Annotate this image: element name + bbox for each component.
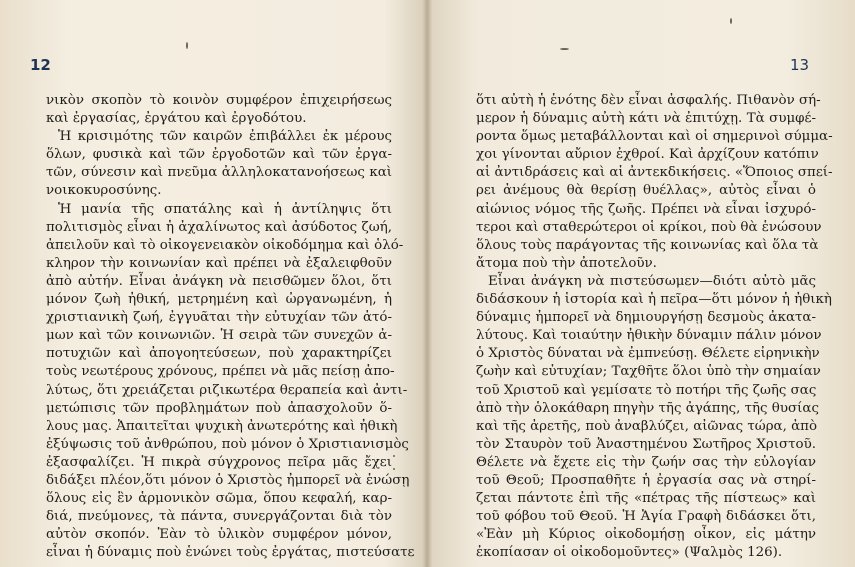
- text-line: διδάσκουν ἡ ἱστορία καὶ ἡ πεῖρα—ὅτι μόνον ἡ ἠθικὴ: [476, 292, 832, 308]
- text-line: ἐκοπίασαν οἱ οἰκοδομοῦντες» (Ψαλμὸς 126).: [476, 545, 783, 561]
- text-line: ρει ἀνέμους θὰ θερίσῃ θυέλλας», αὐτὸς εἶναι ὁ: [476, 183, 816, 199]
- text-line: ὁ Χριστὸς δύναται νὰ ἐμπνεύσῃ. Θέλετε εἰρηνικὴν: [476, 346, 820, 362]
- text-line: ἀπειλοῦν καὶ τὸ οἰκογενειακὸν οἰκοδόμημα καὶ ὁλό-: [46, 237, 404, 253]
- text-line: λύτους. Καὶ τοιαύτην ἠθικὴν δύναμιν πάλιν μόνον: [476, 328, 822, 344]
- text-line: Θέλετε νὰ ἔχετε εἰς τὴν ζωήν σας τὴν εὐλογίαν: [476, 454, 816, 470]
- text-line: τοῦ Θεοῦ; Προσπαθῆτε ἡ ἐργασία σας νὰ στηρί-: [476, 472, 816, 488]
- text-line: τὸν Σταυρὸν τοῦ Ἀναστημένου Σωτῆρος Χριστοῦ.: [476, 436, 816, 452]
- text-line: αἰώνιος νόμος τῆς ζωῆς. Πρέπει νὰ εἶναι ἰσχυρό-: [476, 201, 816, 217]
- text-line: τῶν, σύνεσιν καὶ πνεῦμα ἀλληλοκατανοήσεως καὶ: [46, 165, 392, 181]
- text-line: ὅλους εἰς ἓν ἁρμονικὸν σῶμα, ὅπου κεφαλή, καρ-: [46, 491, 392, 507]
- text-line: τοῦ Χριστοῦ καὶ γεμίσατε τὸ ποτήρι τῆς ζωῆς σας: [476, 382, 817, 398]
- text-line: τεροι καὶ σταθερώτεροι οἱ κρίκοι, ποὺ θὰ ἑνώσουν: [476, 219, 822, 235]
- right-page-text: [476, 92, 833, 562]
- page-number-left: 12: [30, 56, 51, 74]
- text-line: χριστιανικὴ ζωή, ἐγγυᾶται τὴν εὐτυχίαν τῶν ἀτό-: [46, 310, 392, 326]
- text-line: ὅλων, φυσικὰ καὶ τῶν ἐργοδοτῶν καὶ τῶν ἐργα-: [46, 147, 392, 163]
- text-line: ζεται πάντοτε ἐπὶ τῆς «πέτρας τῆς πίστεως» καὶ: [476, 491, 816, 507]
- text-line: ἄτομα ποὺ τὴν ἀποτελοῦν.: [476, 255, 657, 271]
- text-line: ροντα ὅμως μεταβάλλονται καὶ οἱ σημερινοὶ σύμμα-: [476, 129, 833, 145]
- text-line: «Ἐὰν μὴ Κύριος οἰκοδομήσῃ οἶκον, εἰς μάτην: [476, 527, 816, 543]
- text-line: μετώπισις τῶν προβλημάτων ποὺ ἀπασχολοῦν ὅ-: [46, 400, 392, 416]
- left-page-text: [46, 92, 415, 562]
- text-line: νοικοκυροσύνης.: [46, 183, 162, 199]
- text-line: καὶ ἐργασίας, ἐργάτου καὶ ἐργοδότου.: [46, 111, 307, 127]
- left-page: [0, 0, 424, 567]
- text-line: ἀπὸ αὐτήν. Εἶναι ἀνάγκη νὰ πεισθῶμεν ὅλοι, ὅτι: [46, 273, 392, 289]
- text-line: αἱ ἀντιδράσεις καὶ αἱ ἀντεκδικήσεις. «Ὅποιος σπεί-: [476, 165, 833, 181]
- text-line: ποτυχιῶν καὶ ἀπογοητεύσεων, ποὺ χαρακτηρίζει: [46, 346, 392, 362]
- right-page: [430, 0, 855, 567]
- text-line: διδάξει πλέον,ὅτι μόνον ὁ Χριστὸς ἠμπορεῖ νὰ ἑνώσῃ: [46, 472, 410, 488]
- text-line: ὅλους τοὺς παράγοντας τῆς κοινωνίας καὶ ὅλα τὰ: [476, 237, 819, 253]
- text-line: εἶναι ἡ δύναμις ποὺ ἑνώνει τοὺς ἐργάτας, πιστεύσατε: [46, 545, 415, 561]
- text-line: μόνον ζωὴ ἠθική, μετρημένη καὶ ὠργανωμένη, ἡ: [46, 292, 392, 308]
- text-line: τοῦ φόβου τοῦ Θεοῦ. Ἡ Ἁγία Γραφὴ διδάσκει ὅτι,: [476, 509, 816, 525]
- text-line: διά, πνεύμονες, τὰ πάντα, συνεργάζονται διὰ τὸν: [46, 509, 392, 525]
- paper-speck: [393, 468, 395, 470]
- text-line: λους μας. Ἀπαιτεῖται ψυχικὴ ἀνωτερότης καὶ ἠθικὴ: [46, 418, 398, 434]
- text-line: Ἡ μανία τῆς σπατάλης καὶ ἡ ἀντίληψις ὅτι: [58, 201, 392, 217]
- text-line: καὶ τῆς ἀρετῆς, ποὺ ἀναβλύζει, αἰῶνας τώρα, ἀπὸ: [476, 418, 818, 434]
- paper-speck: [560, 48, 569, 50]
- text-line: λύτως, ὅτι χρειάζεται ριζικωτέρα θεραπεία καὶ ἀντι-: [46, 382, 408, 398]
- text-line: ὅτι αὐτὴ ἡ ἑνότης δὲν εἶναι ἀσφαλής. Πιθανὸν σή-: [476, 93, 821, 108]
- text-line: αὐτὸν σκοπόν. Ἐὰν τὸ ὑλικὸν συμφέρον μόνον,: [46, 527, 392, 543]
- text-line: ζωὴν καὶ εὐτυχίαν; Ταχθῆτε ὅλοι ὑπὸ τὴν σημαίαν: [476, 364, 821, 380]
- text-line: Ἡ κρισιμότης τῶν καιρῶν ἐπιβάλλει ἐκ μέρους: [58, 129, 392, 145]
- text-line: τοὺς νεωτέρους χρόνους, πρέπει νὰ μᾶς πείσῃ ἀπο-: [46, 364, 395, 380]
- text-line: ἐξύψωσις τοῦ ἀνθρώπου, ποὺ μόνον ὁ Χριστιανισμὸς: [46, 436, 409, 452]
- text-line: ἐξασφαλίζει. Ἡ πικρὰ σύγχρονος πεῖρα μᾶς ἔχει: [46, 454, 392, 470]
- paper-speck: [186, 42, 188, 49]
- page-number-right: 13: [790, 56, 810, 74]
- paper-speck: [730, 18, 732, 24]
- text-line: μων καὶ τῶν κοινωνιῶν. Ἡ σειρὰ τῶν συνεχῶν ἀ-: [46, 328, 392, 344]
- text-line: χοι γίνονται αὔριον ἐχθροί. Καὶ ἀρχίζουν κατόπιν: [476, 147, 819, 163]
- text-line: κληρον τὴν κοινωνίαν καὶ πρέπει νὰ ἐξαλειφθοῦν: [46, 255, 392, 271]
- paper-speck: [393, 455, 395, 457]
- text-line: ἀπὸ τὴν ὁλοκάθαρη πηγὴν τῆς ἀγάπης, τῆς θυσίας: [476, 400, 819, 416]
- text-line: μερον ἡ δύναμις αὐτὴ κάτι νὰ ἐπιτύχῃ. Τὰ συμφέ-: [476, 111, 816, 127]
- text-line: δύναμις ἠμπορεῖ νὰ δημιουργήσῃ δεσμοὺς ἀκατα-: [476, 310, 816, 326]
- text-line: πολιτισμὸς εἶναι ἡ ἀχαλίνωτος καὶ ἀσύδοτος ζωή,: [46, 219, 392, 235]
- text-line: νικὸν σκοπὸν τὸ κοινὸν συμφέρον ἐπιχειρήσεως: [46, 93, 392, 108]
- text-line: Εἶναι ἀνάγκη νὰ πιστεύσωμεν—διότι αὐτὸ μᾶς: [488, 273, 816, 289]
